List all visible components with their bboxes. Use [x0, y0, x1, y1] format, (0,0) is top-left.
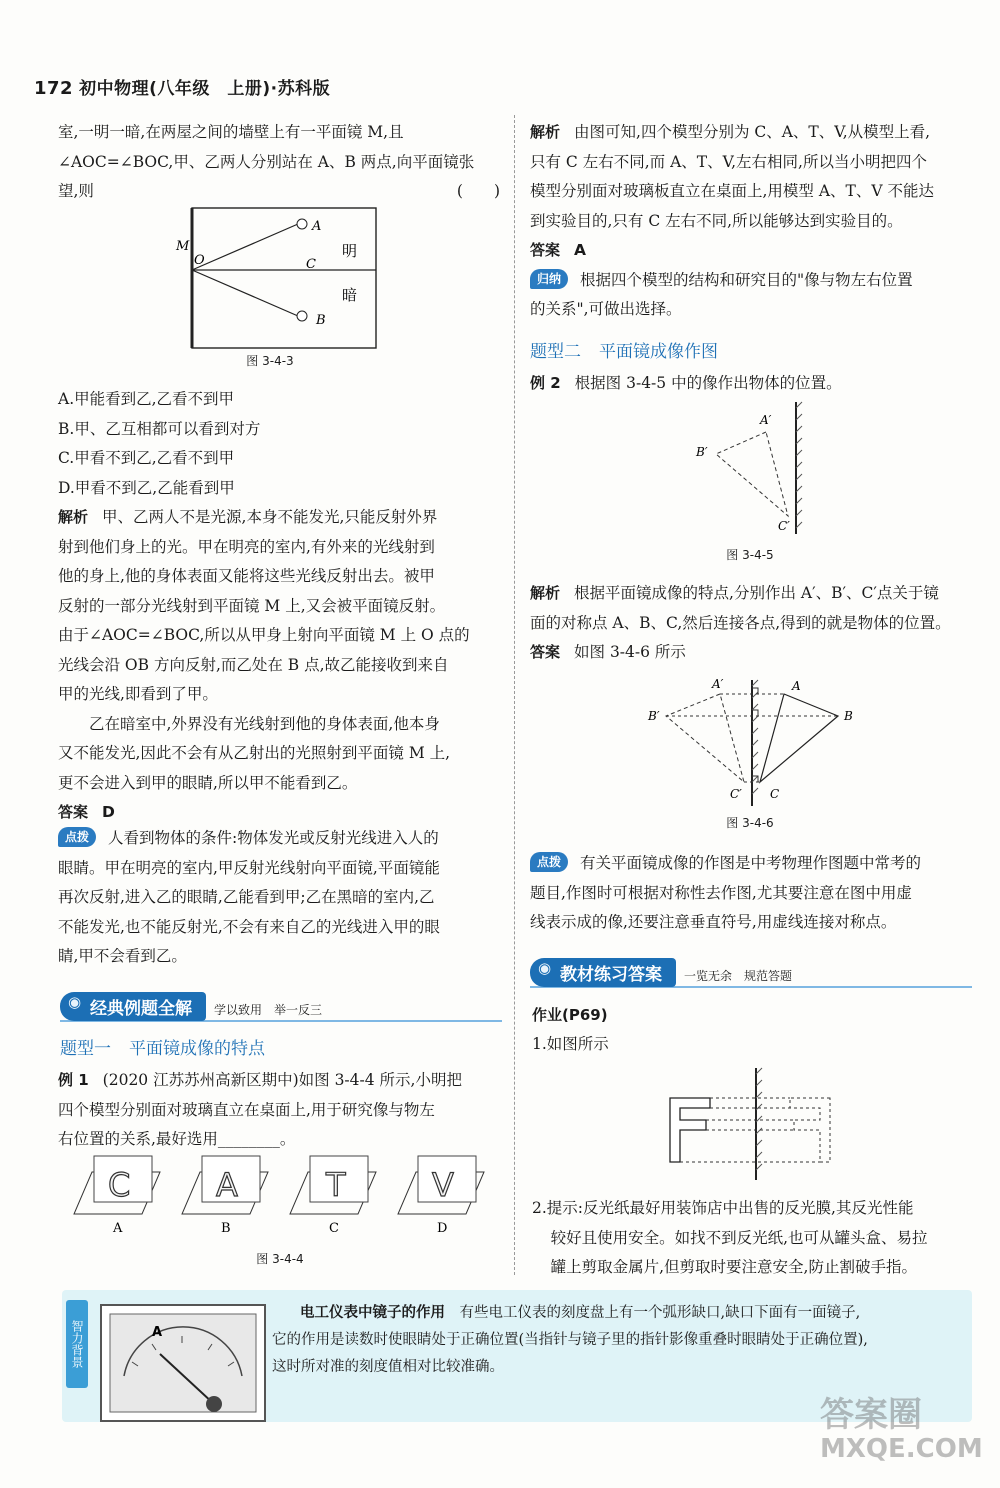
tip-line: 人看到物体的条件:物体发光或反射光线进入人的 [108, 829, 439, 847]
example-1 [58, 1066, 500, 1155]
label-B-prime: B′ [696, 445, 708, 459]
summary-tag: 归纳 [530, 269, 568, 289]
label-dark: 暗 [342, 286, 358, 304]
type-title: 平面镜成像的特点 [129, 1039, 265, 1059]
example-line: (2020 江苏苏州高新区期中)如图 3-4-4 所示,小明把 [102, 1071, 462, 1089]
option-b: B.甲、乙互相都可以看到对方 [58, 419, 261, 438]
example-label: 例 1 [58, 1071, 89, 1089]
section-banner-examples [60, 992, 502, 1020]
type-label: 题型二 [530, 342, 581, 362]
homework-2 [532, 1194, 974, 1283]
banner-title: ◉ 教材练习答案 [530, 958, 676, 987]
type-one-heading [60, 1034, 265, 1059]
label-M: M [176, 239, 190, 254]
banner-subtitle: 学以致用 举一反三 [214, 1003, 323, 1017]
example-line: 四个模型分别面对玻璃直立在桌面上,用于研究像与物左 [58, 1100, 435, 1119]
analysis-line: 由图可知,四个模型分别为 C、A、T、V,从模型上看, [574, 123, 931, 141]
analysis-line: 模型分别面对玻璃板直立在桌面上,用模型 A、T、V 不能达 [530, 182, 935, 200]
answer-label: 答案 [530, 643, 561, 661]
label-B: B [844, 709, 853, 723]
q-line-text: 望,则 [58, 182, 94, 200]
analysis-line: 更不会进入到甲的眼睛,所以甲不能看到乙。 [58, 773, 358, 792]
tip-right [530, 849, 972, 938]
banner-subtitle: 一览无余 规范答题 [684, 969, 793, 983]
caption-3-4-6: 图 3-4-6 [726, 816, 774, 830]
type-label: 题型一 [60, 1039, 111, 1059]
question-stem [58, 118, 500, 207]
section-banner-textbook [530, 958, 972, 986]
tip-tag: 点拨 [58, 827, 96, 847]
background-line: 这时所对准的刻度值相对比较准确。 [272, 1359, 504, 1375]
tip-left [58, 824, 500, 972]
analysis-left [58, 503, 500, 828]
figure-3-4-5 [690, 398, 820, 538]
model-choice-label: B [221, 1221, 231, 1236]
tip-tag: 点拨 [530, 852, 568, 872]
model-V [398, 1156, 484, 1236]
summary-line: 的关系",可做出选择。 [530, 300, 682, 318]
label-A-prime: A′ [712, 677, 724, 691]
figure-homework-1 [660, 1064, 840, 1184]
label-B-prime: B′ [648, 709, 660, 723]
caption-3-4-4: 图 3-4-4 [256, 1252, 304, 1266]
example-2 [530, 369, 972, 399]
model-C [74, 1156, 160, 1236]
page-number: 172 [34, 78, 74, 99]
analysis-line: 反射的一部分光线射到平面镜 M 上,又会被平面镜反射。 [58, 596, 446, 615]
watermark-line-2: MXQE.COM [820, 1434, 983, 1464]
column-divider [514, 115, 515, 1275]
model-letter: V [432, 1166, 454, 1204]
label-bright: 明 [342, 242, 358, 260]
analysis-line: 射到他们身上的光。甲在明亮的室内,有外来的光线射到 [58, 537, 435, 556]
homework-2-line: 罐上剪取金属片,但剪取时要注意安全,防止割破手指。 [550, 1258, 917, 1276]
model-A [182, 1156, 268, 1236]
homework-2-line: 2.提示:反光纸最好用装饰店中出售的反光膜,其反光性能 [532, 1199, 914, 1217]
tip-line: 再次反射,进入乙的眼睛,乙能看到甲;乙在黑暗的室内,乙 [58, 888, 435, 906]
analysis-line: 又不能发光,因此不会有从乙射出的光照射到平面镜 M 上, [58, 744, 451, 762]
model-choice-label: C [329, 1221, 339, 1236]
summary-line: 根据四个模型的结构和研究目的"像与物左右位置 [580, 270, 913, 289]
tip-line: 不能发光,也不能反射光,不会有来自乙的光线进入甲的眼 [58, 917, 440, 936]
figure-3-4-4 [70, 1150, 500, 1240]
analysis-line: 甲的光线,即看到了甲。 [58, 685, 218, 703]
q-line: ∠AOC=∠BOC,甲、乙两人分别站在 A、B 两点,向平面镜张 [58, 152, 475, 171]
tip-line: 线表示成的像,还要注意垂直符号,用虚线连接对称点。 [530, 913, 897, 931]
analysis-line: 由于∠AOC=∠BOC,所以从甲身上射向平面镜 M 上 O 点的 [58, 626, 470, 644]
label-O: O [194, 253, 205, 268]
label-A: A [312, 219, 322, 234]
example-text: 根据图 3-4-5 中的像作出物体的位置。 [574, 374, 842, 392]
answer-label: 答案 [58, 803, 89, 821]
analysis-line: 根据平面镜成像的特点,分别作出 A′、B′、C′点关于镜 [574, 584, 939, 602]
option-a: A.甲能看到乙,乙看不到甲 [58, 390, 235, 408]
background-title: 电工仪表中镜子的作用 [300, 1305, 445, 1321]
model-T [290, 1156, 376, 1236]
label-A-prime: A′ [760, 413, 772, 427]
analysis-label: 解析 [58, 508, 89, 526]
book-title: 初中物理(八年级 上册)·苏科版 [79, 79, 331, 99]
tip-line: 眼睛。甲在明亮的室内,甲反射光线射向平面镜,平面镜能 [58, 858, 440, 877]
tip-line: 睛,甲不会看到乙。 [58, 947, 187, 965]
analysis-line: 到实验目的,只有 C 左右不同,所以能够达到实验目的。 [530, 211, 903, 230]
analysis-line: 只有 C 左右不同,而 A、T、V,左右相同,所以当小明把四个 [530, 152, 927, 171]
caption-3-4-3: 图 3-4-3 [246, 354, 294, 368]
analysis-line: 他的身上,他的身体表面又能将这些光线反射出去。被甲 [58, 567, 435, 585]
watermark [820, 1396, 983, 1464]
meter-image [100, 1304, 266, 1422]
analysis-line: 乙在暗室中,外界没有光线射到他的身体表面,他本身 [89, 714, 440, 733]
answer-value: A [574, 241, 587, 259]
option-d: D.甲看不到乙,乙能看到甲 [58, 478, 235, 497]
label-C: C [306, 257, 316, 272]
label-A: A [792, 679, 801, 693]
figure-3-4-6 [640, 676, 870, 810]
caption-3-4-5: 图 3-4-5 [726, 548, 774, 562]
label-C-prime: C′ [730, 787, 742, 801]
homework-title: 作业(P69) [532, 1006, 608, 1024]
answer-value: D [102, 803, 115, 821]
label-B: B [316, 313, 326, 328]
background-line: 它的作用是读数时使眼睛处于正确位置(当指针与镜子里的指针影像重叠时眼睛处于正确位置), [272, 1332, 868, 1348]
analysis-label: 解析 [530, 123, 561, 141]
homework-2-line: 较好且使用安全。如找不到反光纸,也可从罐头盒、易拉 [550, 1228, 928, 1247]
model-choice-label: A [113, 1221, 123, 1236]
page-header [34, 74, 330, 99]
type-title: 平面镜成像作图 [599, 342, 718, 362]
analysis-label: 解析 [530, 584, 561, 602]
analysis-line: 光线会沿 OB 方向反射,而乙处在 B 点,故乙能接收到来自 [58, 655, 449, 674]
model-letter: A [216, 1166, 238, 1204]
tip-line: 题目,作图时可根据对称性去作图,尤其要注意在图中用虚 [530, 883, 912, 902]
answer-value: 如图 3-4-6 所示 [574, 643, 686, 661]
banner-title: ◉ 经典例题全解 [60, 992, 206, 1021]
example-label: 例 2 [530, 374, 561, 392]
homework-1 [532, 1030, 974, 1060]
background-text [272, 1300, 962, 1381]
model-choice-label: D [437, 1221, 448, 1236]
model-letter: T [326, 1166, 346, 1204]
tip-line: 有关平面镜成像的作图是中考物理作图题中常考的 [580, 854, 922, 872]
side-tag: 智力背景 [66, 1300, 88, 1388]
meter-label: A [152, 1325, 163, 1340]
watermark-line-1: 答案圈 [820, 1395, 922, 1435]
answer-paren: ( ) [456, 182, 500, 200]
analysis-right [530, 118, 972, 325]
example-line: 右位置的关系,最好选用________。 [58, 1130, 296, 1148]
analysis-right-2 [530, 579, 972, 668]
homework-1-text: 1.如图所示 [532, 1035, 609, 1053]
label-C-prime: C′ [778, 519, 790, 533]
type-two-heading [530, 337, 718, 362]
analysis-line: 甲、乙两人不是光源,本身不能发光,只能反射外界 [102, 508, 438, 526]
options-list [58, 385, 500, 503]
q-line: 室,一明一暗,在两屋之间的墙壁上有一平面镜 M,且 [58, 123, 404, 141]
model-letter: C [108, 1166, 131, 1204]
figure-3-4-3 [170, 202, 390, 374]
background-line: 有些电工仪表的刻度盘上有一个弧形缺口,缺口下面有一面镜子, [459, 1305, 861, 1321]
option-c: C.甲看不到乙,乙看不到甲 [58, 449, 235, 467]
label-C: C [770, 787, 780, 801]
analysis-line: 面的对称点 A、B、C,然后连接各点,得到的就是物体的位置。 [530, 613, 951, 632]
answer-label: 答案 [530, 241, 561, 259]
